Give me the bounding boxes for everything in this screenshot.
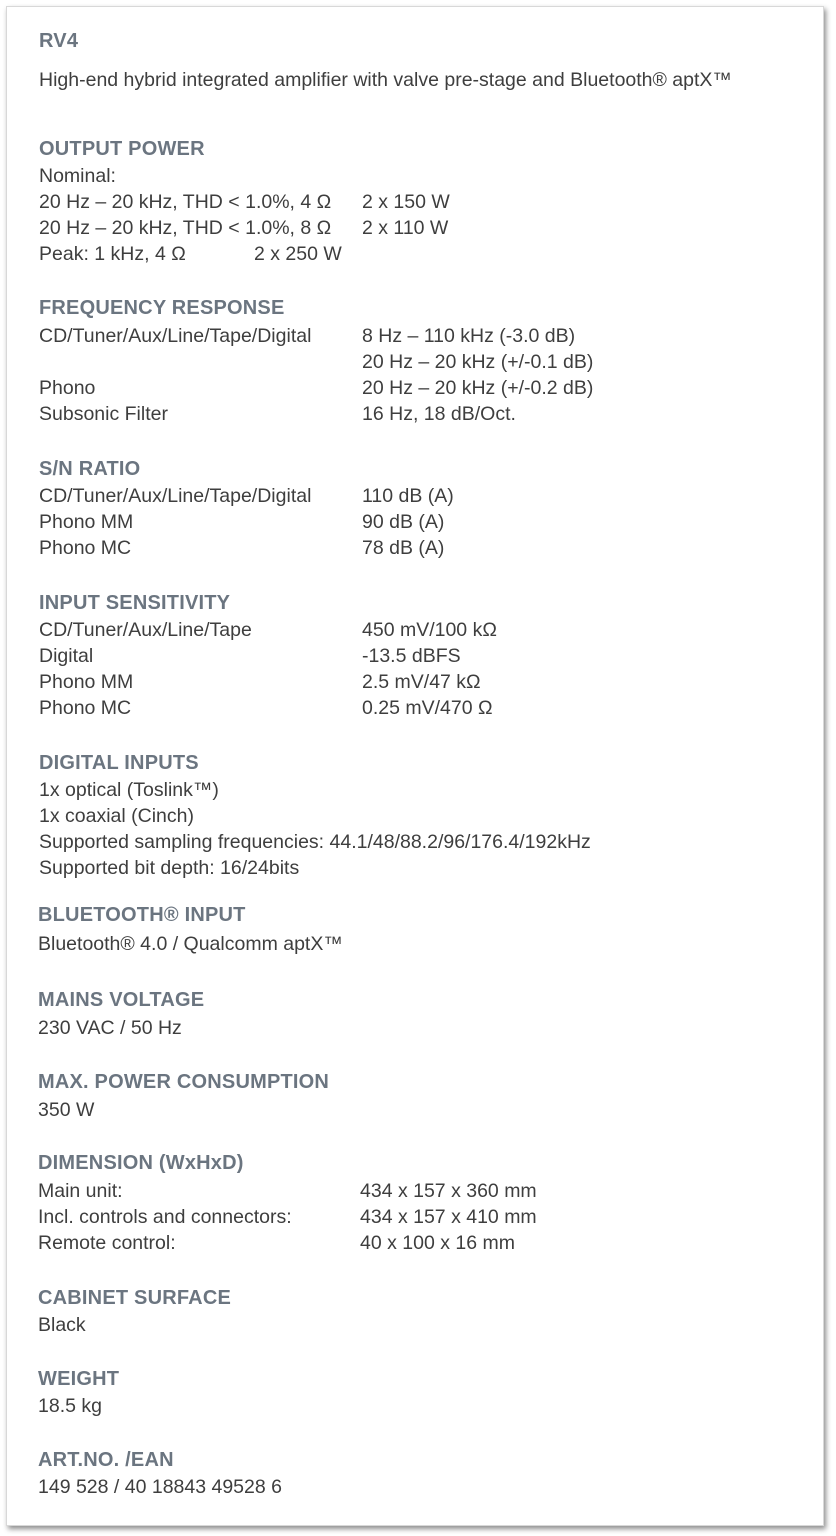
section-heading-dimension: DIMENSION (WxHxD)	[38, 1152, 244, 1174]
spec-label: Remote control:	[38, 1232, 176, 1254]
section-heading-max-power-consumption: MAX. POWER CONSUMPTION	[38, 1071, 330, 1093]
spec-value: 16 Hz, 18 dB/Oct.	[362, 403, 516, 425]
section-heading-digital-inputs: DIGITAL INPUTS	[39, 752, 199, 774]
spec-label: Peak: 1 kHz, 4 Ω	[39, 243, 186, 265]
section-heading-sn-ratio: S/N RATIO	[39, 458, 141, 480]
spec-label: Phono MM	[39, 511, 134, 533]
section-heading-weight: WEIGHT	[38, 1368, 120, 1390]
section-heading-frequency-response: FREQUENCY RESPONSE	[39, 297, 285, 319]
spec-value: Bluetooth® 4.0 / Qualcomm aptX™	[38, 933, 343, 955]
spec-value: 230 VAC / 50 Hz	[38, 1017, 182, 1039]
spec-value: 434 x 157 x 360 mm	[360, 1180, 537, 1202]
spec-value: 450 mV/100 kΩ	[362, 619, 497, 641]
model-title: RV4	[39, 30, 79, 52]
spec-line: Supported bit depth: 16/24bits	[39, 857, 300, 879]
spec-label: Digital	[39, 645, 94, 667]
spec-value: 0.25 mV/470 Ω	[362, 697, 493, 719]
spec-value: 8 Hz – 110 kHz (-3.0 dB)	[362, 325, 576, 347]
output-power-nominal-label: Nominal:	[39, 165, 116, 187]
product-description: High-end hybrid integrated amplifier with valve pre-stage and Bluetooth® aptX™	[39, 69, 732, 91]
spec-label: Incl. controls and connectors:	[38, 1206, 292, 1228]
spec-label: CD/Tuner/Aux/Line/Tape	[39, 619, 252, 641]
spec-label: Phono MC	[39, 537, 132, 559]
spec-value: Black	[38, 1314, 86, 1336]
spec-line: Supported sampling frequencies: 44.1/48/88.2/96/176.4/192kHz	[39, 831, 591, 853]
spec-value: 18.5 kg	[38, 1395, 102, 1417]
spec-value: 78 dB (A)	[362, 537, 445, 559]
spec-value: 2.5 mV/47 kΩ	[362, 671, 481, 693]
section-heading-art-no: ART.NO. /EAN	[38, 1449, 174, 1471]
spec-value: 20 Hz – 20 kHz (+/-0.2 dB)	[362, 377, 594, 399]
spec-value: 90 dB (A)	[362, 511, 445, 533]
section-heading-output-power: OUTPUT POWER	[39, 138, 205, 160]
spec-value: 20 Hz – 20 kHz (+/-0.1 dB)	[362, 351, 594, 373]
section-heading-bluetooth-input: BLUETOOTH® INPUT	[38, 904, 246, 926]
spec-line: 1x coaxial (Cinch)	[39, 805, 194, 827]
spec-line: 1x optical (Toslink™)	[39, 779, 219, 801]
spec-label: Phono	[39, 377, 96, 399]
spec-value: -13.5 dBFS	[362, 645, 461, 667]
spec-label: Subsonic Filter	[39, 403, 168, 425]
spec-label: 20 Hz – 20 kHz, THD < 1.0%, 4 Ω	[39, 191, 332, 213]
spec-label: 20 Hz – 20 kHz, THD < 1.0%, 8 Ω	[39, 217, 332, 239]
spec-value: 149 528 / 40 18843 49528 6	[38, 1476, 282, 1498]
spec-label: Phono MM	[39, 671, 134, 693]
spec-label: Phono MC	[39, 697, 132, 719]
spec-value: 2 x 250 W	[254, 243, 342, 265]
section-heading-cabinet-surface: CABINET SURFACE	[38, 1287, 232, 1309]
spec-value: 40 x 100 x 16 mm	[360, 1232, 515, 1254]
spec-value: 110 dB (A)	[362, 485, 454, 507]
section-heading-input-sensitivity: INPUT SENSITIVITY	[39, 592, 231, 614]
spec-label: CD/Tuner/Aux/Line/Tape/Digital	[39, 485, 312, 507]
section-heading-mains-voltage: MAINS VOLTAGE	[38, 989, 205, 1011]
spec-sheet	[6, 6, 824, 1526]
spec-value: 434 x 157 x 410 mm	[360, 1206, 537, 1228]
spec-value: 2 x 110 W	[362, 217, 449, 239]
spec-label: Main unit:	[38, 1180, 123, 1202]
spec-value: 350 W	[38, 1099, 95, 1121]
spec-label: CD/Tuner/Aux/Line/Tape/Digital	[39, 325, 312, 347]
spec-value: 2 x 150 W	[362, 191, 450, 213]
